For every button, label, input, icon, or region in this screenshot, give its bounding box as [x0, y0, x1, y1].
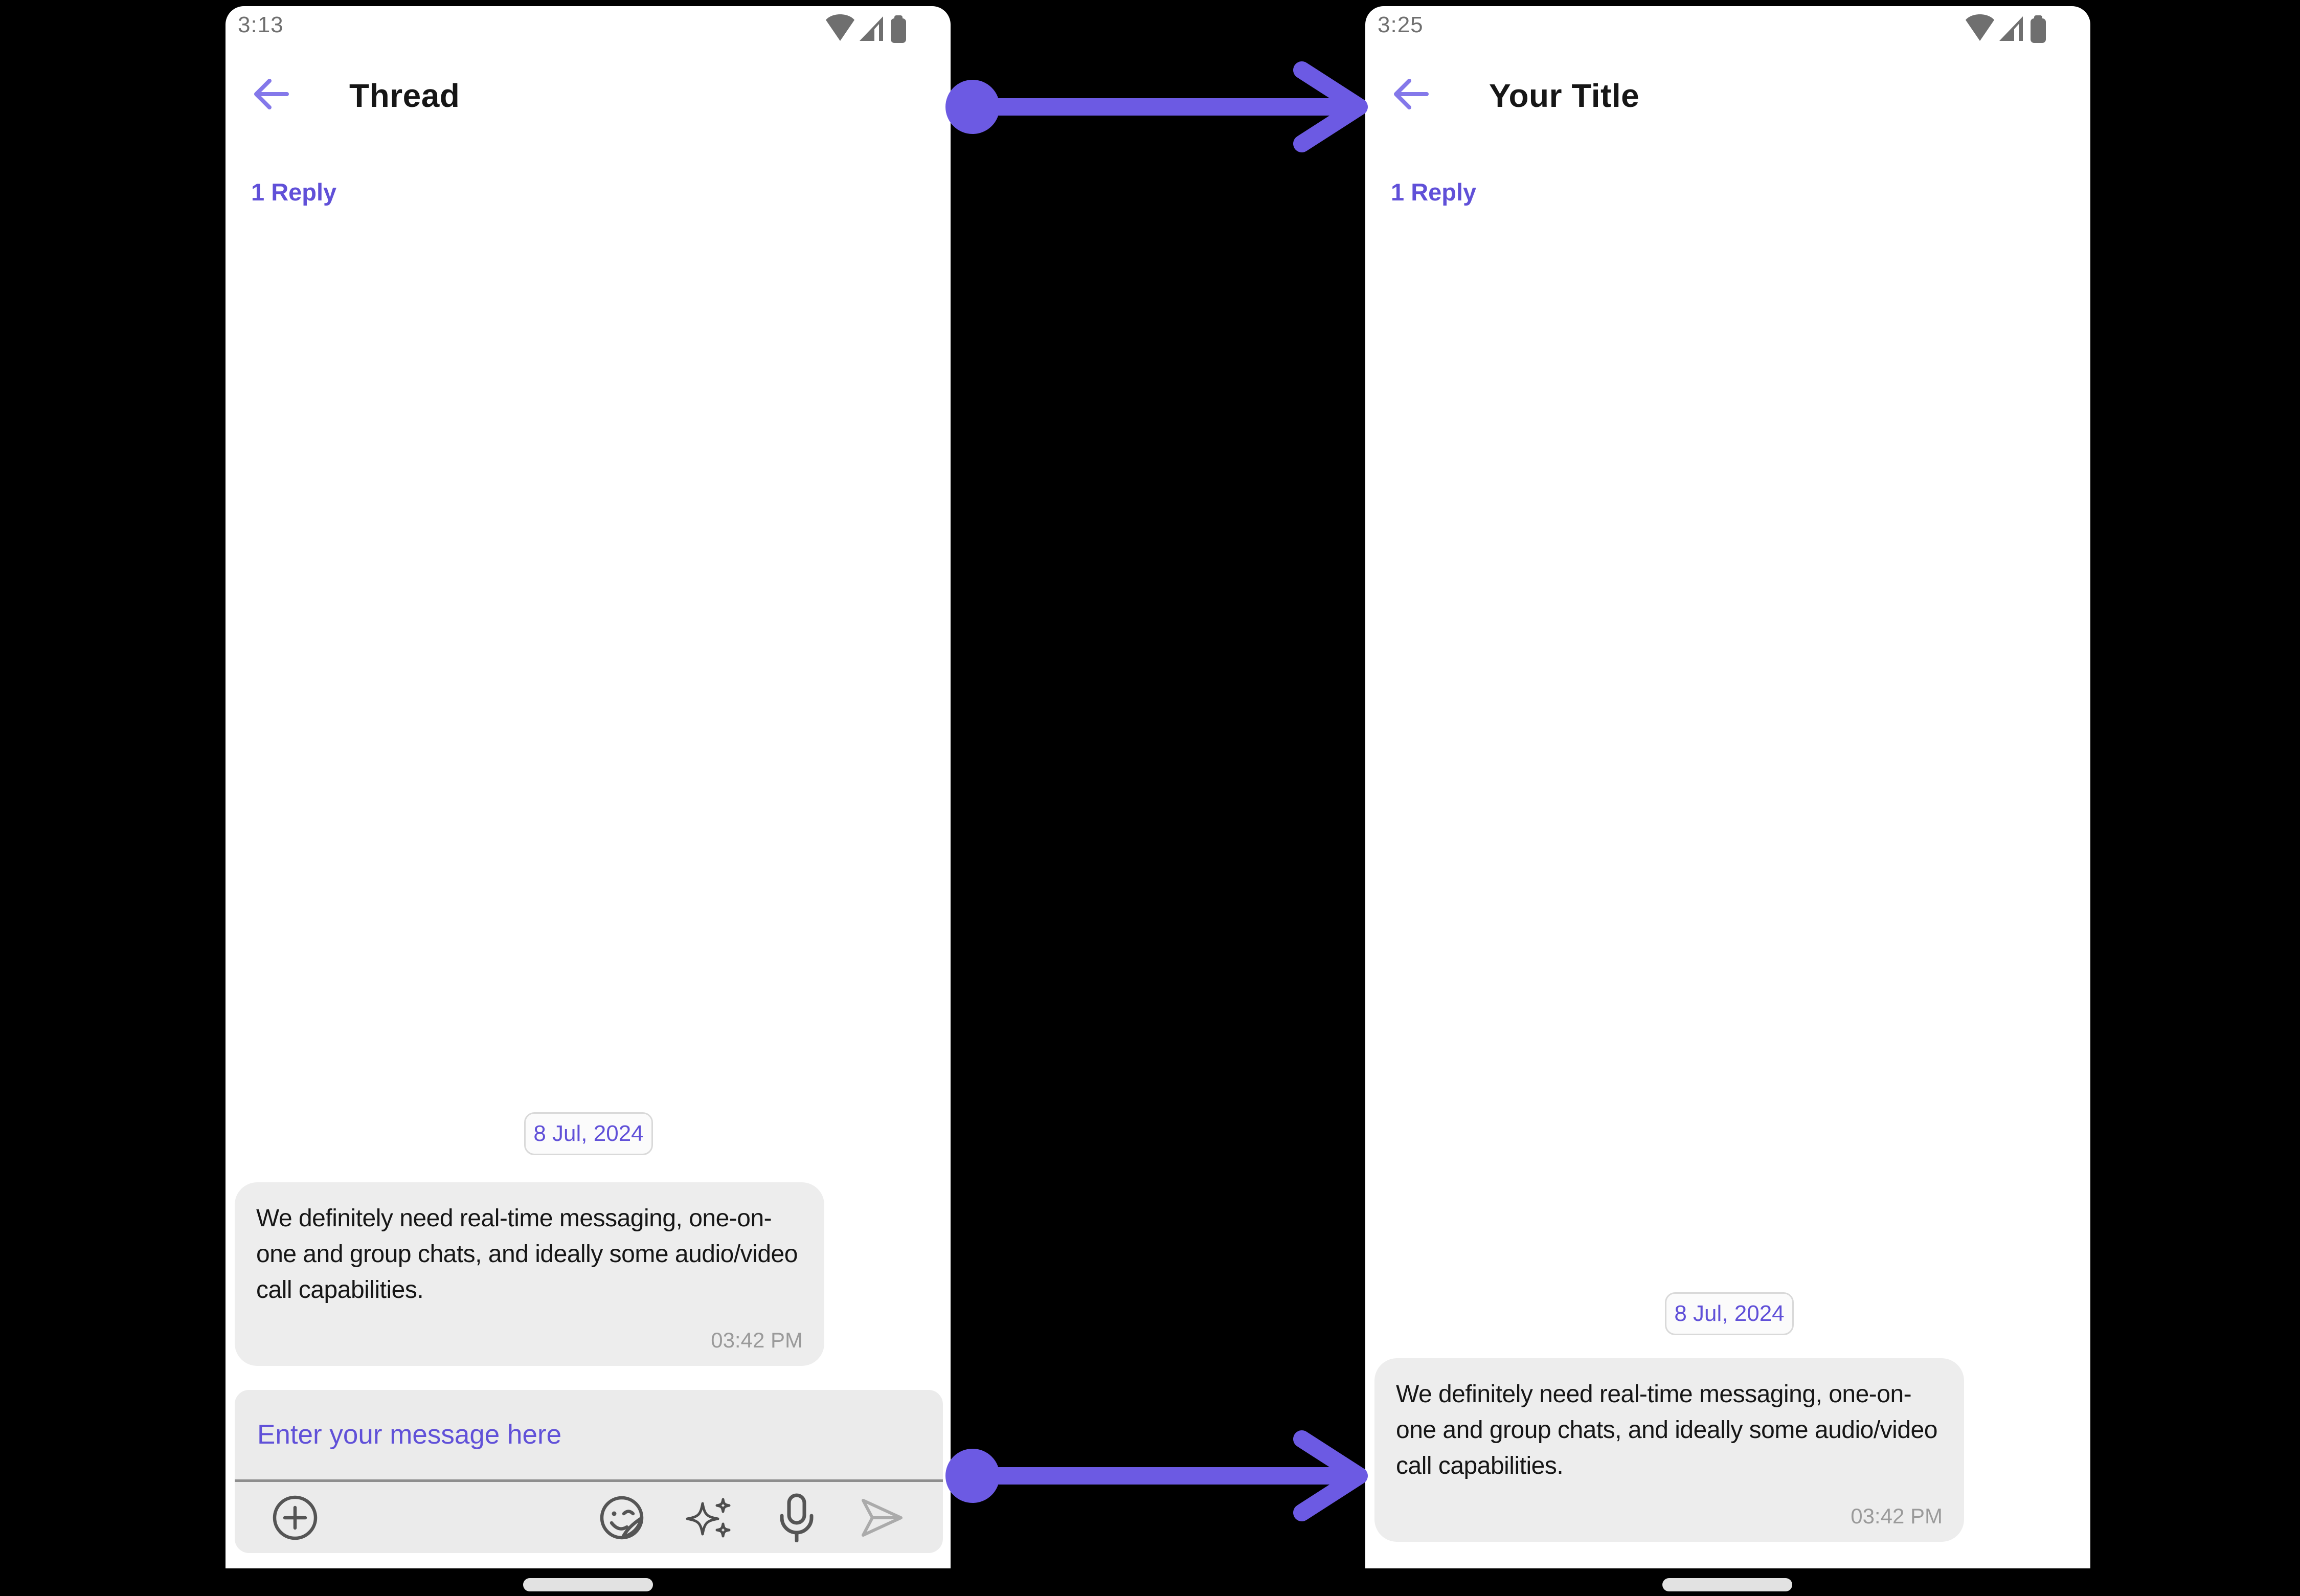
sparkle-icon[interactable] [685, 1493, 734, 1542]
page-title: Your Title [1489, 77, 1640, 114]
send-icon[interactable] [857, 1493, 906, 1542]
phone-screen-before [226, 6, 951, 1568]
message-text: We definitely need real-time messaging, one-on-one and group chats, and ideally some audio/video call capabilities. [1396, 1381, 1937, 1479]
home-indicator[interactable] [523, 1578, 653, 1591]
status-bar-clock: 3:25 [1378, 12, 1424, 37]
message-text: We definitely need real-time messaging, one-on-one and group chats, and ideally some audio/video call capabilities. [256, 1205, 798, 1303]
message-timestamp: 03:42 PM [1851, 1504, 1943, 1528]
transition-arrow-top [941, 50, 1370, 164]
battery-icon [2031, 15, 2046, 43]
message-input[interactable] [257, 1390, 871, 1479]
back-arrow-icon[interactable] [251, 74, 291, 115]
cell-signal-icon [860, 16, 883, 41]
page-title: Thread [349, 77, 460, 114]
reply-count-link[interactable]: 1 Reply [251, 178, 337, 206]
reply-count-link[interactable]: 1 Reply [1391, 178, 1477, 206]
plus-icon[interactable] [270, 1493, 320, 1542]
message-timestamp: 03:42 PM [711, 1328, 803, 1352]
battery-icon [891, 15, 906, 43]
transition-arrow-bottom [941, 1419, 1370, 1533]
message-composer [235, 1390, 943, 1553]
home-indicator[interactable] [1662, 1578, 1792, 1591]
phone-screen-after [1365, 6, 2090, 1568]
status-bar-icons [1966, 14, 2053, 43]
sticker-icon[interactable] [597, 1493, 646, 1542]
message-bubble [1374, 1358, 1964, 1542]
composer-toolbar [235, 1482, 943, 1553]
message-bubble [235, 1182, 824, 1366]
date-chip: 8 Jul, 2024 [1665, 1292, 1794, 1335]
status-bar-clock: 3:13 [238, 12, 284, 37]
wifi-icon [826, 14, 854, 41]
wifi-icon [1966, 14, 1994, 41]
status-bar-icons [826, 14, 913, 43]
cell-signal-icon [1999, 16, 2023, 41]
date-chip: 8 Jul, 2024 [524, 1112, 653, 1155]
mic-icon[interactable] [772, 1493, 821, 1542]
back-arrow-icon[interactable] [1391, 74, 1431, 115]
